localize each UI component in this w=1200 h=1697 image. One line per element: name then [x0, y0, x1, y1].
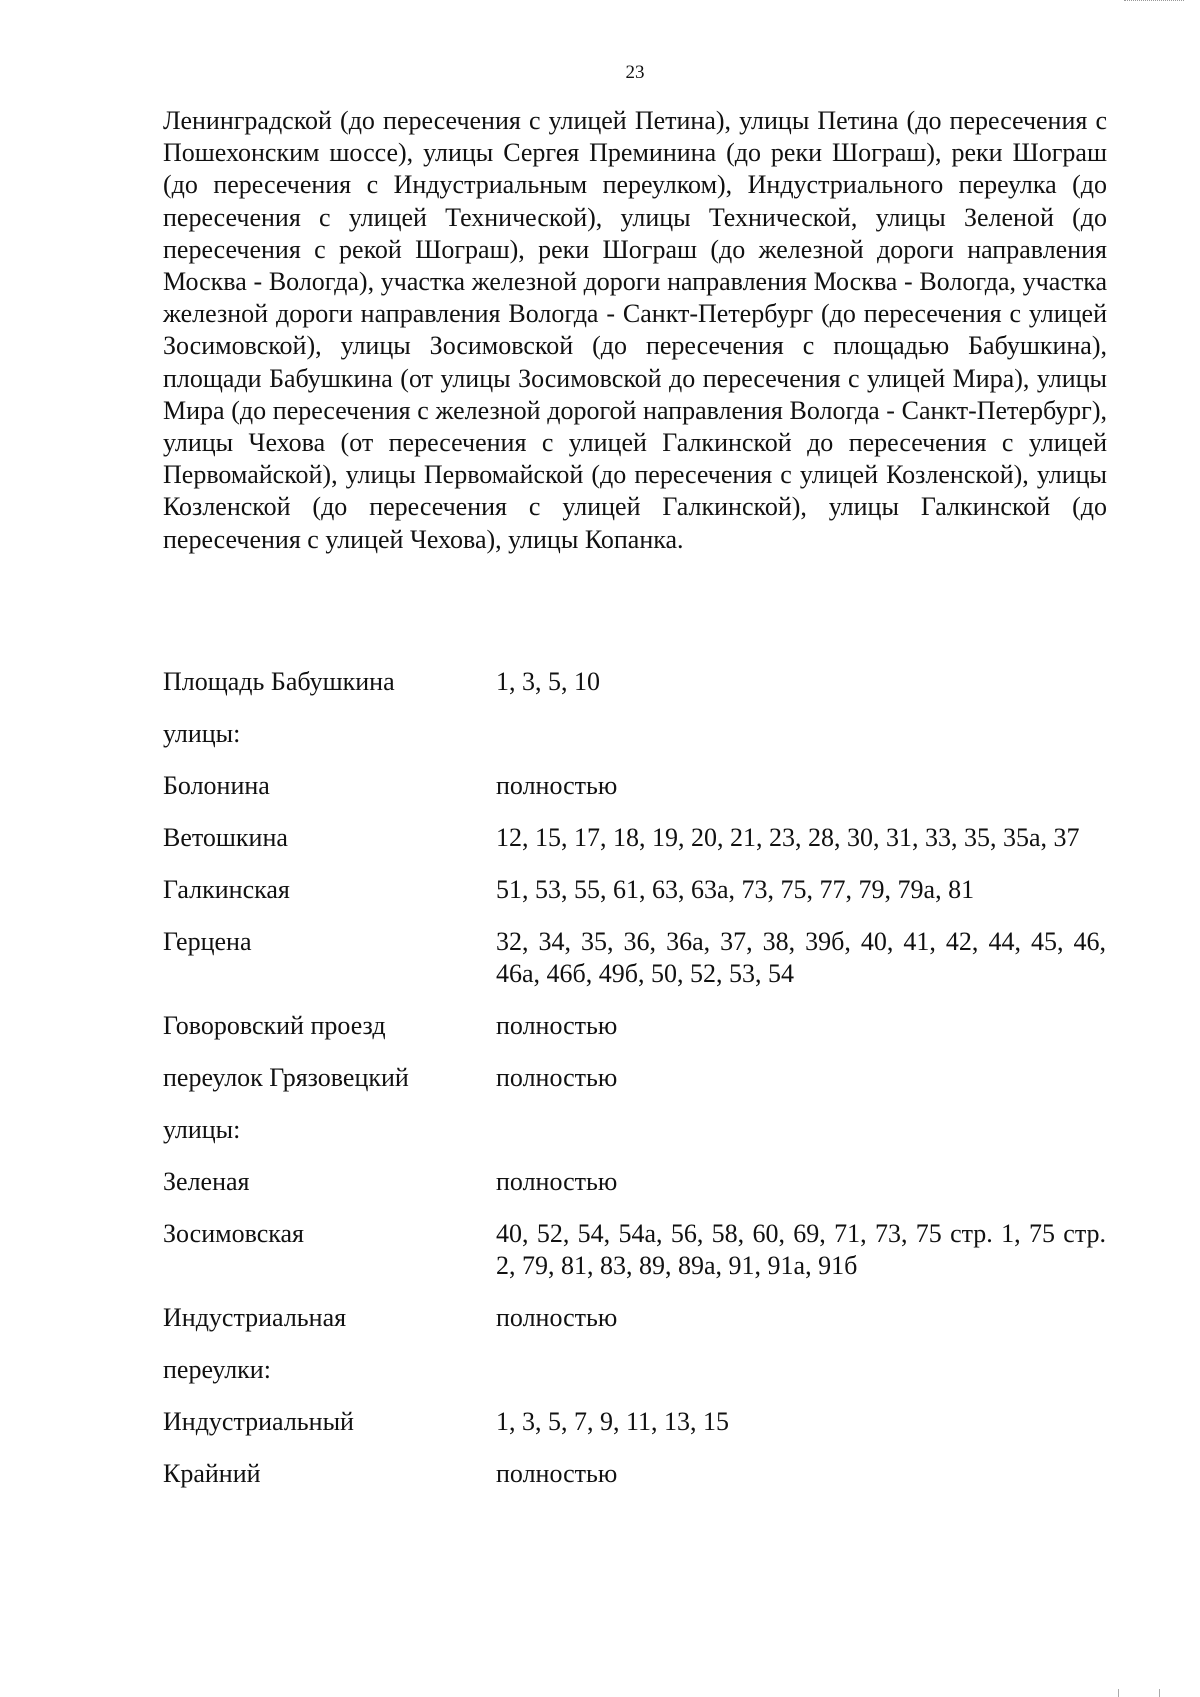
street-group-heading [163, 1114, 1107, 1146]
street-row [163, 1302, 1107, 1334]
street-name: Галкинская [163, 875, 290, 904]
street-row [163, 1406, 1107, 1438]
street-row [163, 822, 1107, 854]
house-numbers: 32, 34, 35, 36, 36а, 37, 38, 39б, 40, 41, 42, 44, 45, 46, 46а, 46б, 49б, 50, 52, 53, 54 [496, 927, 1106, 988]
street-row [163, 770, 1107, 802]
street-name: Зосимовская [163, 1219, 304, 1248]
street-name: переулок Грязовецкий [163, 1063, 409, 1092]
house-numbers: полностью [496, 1011, 618, 1040]
street-row [163, 874, 1107, 906]
scan-edge-mark [1118, 1689, 1160, 1697]
boundary-description: Ленинградской (до пересечения с улицей Петина), улицы Петина (до пересечения с Пошехонским шоссе), улицы Сергея Преминина (до реки Шограш), реки Шограш (до пересечения с Индустриальным переулком), Индустриального переулка (до пересечения с улицей Технической), улицы Технической, улицы Зеленой (до пересечения с рекой Шограш), реки Шограш (до железной дороги направления Москва - Вологда), участка железной дороги направления Москва - Вологда, участка железной дороги направления Вологда - Санкт-Петербург (до пересечения с улицей Зосимовской), улицы Зосимовской (до пересечения с площадью Бабушкина), площади Бабушкина (от улицы Зосимовской до пересечения с улицей Мира), улицы Мира (до пересечения с железной дорогой направления Вологда - Санкт-Петербург), улицы Чехова (от пересечения с улицей Галкинской до пересечения с улицей Первомайской), улицы Первомайской (до пересечения с улицей Козленской), улицы Козленской (до пересечения с улицей Галкинской), улицы Галкинской (до пересечения с улицей Чехова), улицы Копанка. [163, 106, 1107, 554]
page-number: 23 [625, 62, 645, 83]
street-list [163, 666, 1107, 1510]
house-numbers: полностью [496, 1459, 618, 1488]
street-name: Площадь Бабушкина [163, 667, 395, 696]
street-row [163, 1010, 1107, 1042]
street-group-heading [163, 1354, 1107, 1386]
street-group-heading [163, 718, 1107, 750]
street-name: Герцена [163, 927, 252, 956]
street-row [163, 926, 1107, 990]
house-numbers: 51, 53, 55, 61, 63, 63а, 73, 75, 77, 79, 79а, 81 [496, 875, 975, 904]
street-name: Крайний [163, 1459, 261, 1488]
house-numbers: полностью [496, 1303, 618, 1332]
street-name: улицы: [163, 1115, 241, 1144]
house-numbers: 1, 3, 5, 7, 9, 11, 13, 15 [496, 1407, 730, 1436]
street-row [163, 1218, 1107, 1282]
house-numbers: 1, 3, 5, 10 [496, 667, 600, 696]
street-name: Ветошкина [163, 823, 288, 852]
street-row [163, 1166, 1107, 1198]
house-numbers: полностью [496, 771, 618, 800]
street-name: Индустриальная [163, 1303, 347, 1332]
house-numbers: полностью [496, 1167, 618, 1196]
street-name: Говоровский проезд [163, 1011, 386, 1040]
street-name: улицы: [163, 719, 241, 748]
street-row [163, 1062, 1107, 1094]
street-row [163, 1458, 1107, 1490]
street-name: Индустриальный [163, 1407, 354, 1436]
street-name: Болонина [163, 771, 270, 800]
street-name: переулки: [163, 1355, 271, 1384]
scan-edge-mark [1124, 0, 1184, 7]
house-numbers: полностью [496, 1063, 618, 1092]
house-numbers: 12, 15, 17, 18, 19, 20, 21, 23, 28, 30, 31, 33, 35, 35а, 37 [496, 823, 1080, 852]
house-numbers: 40, 52, 54, 54а, 56, 58, 60, 69, 71, 73, 75 стр. 1, 75 стр. 2, 79, 81, 83, 89, 89а, 91, 91а, 91б [496, 1219, 1106, 1280]
street-row [163, 666, 1107, 698]
street-name: Зеленая [163, 1167, 250, 1196]
